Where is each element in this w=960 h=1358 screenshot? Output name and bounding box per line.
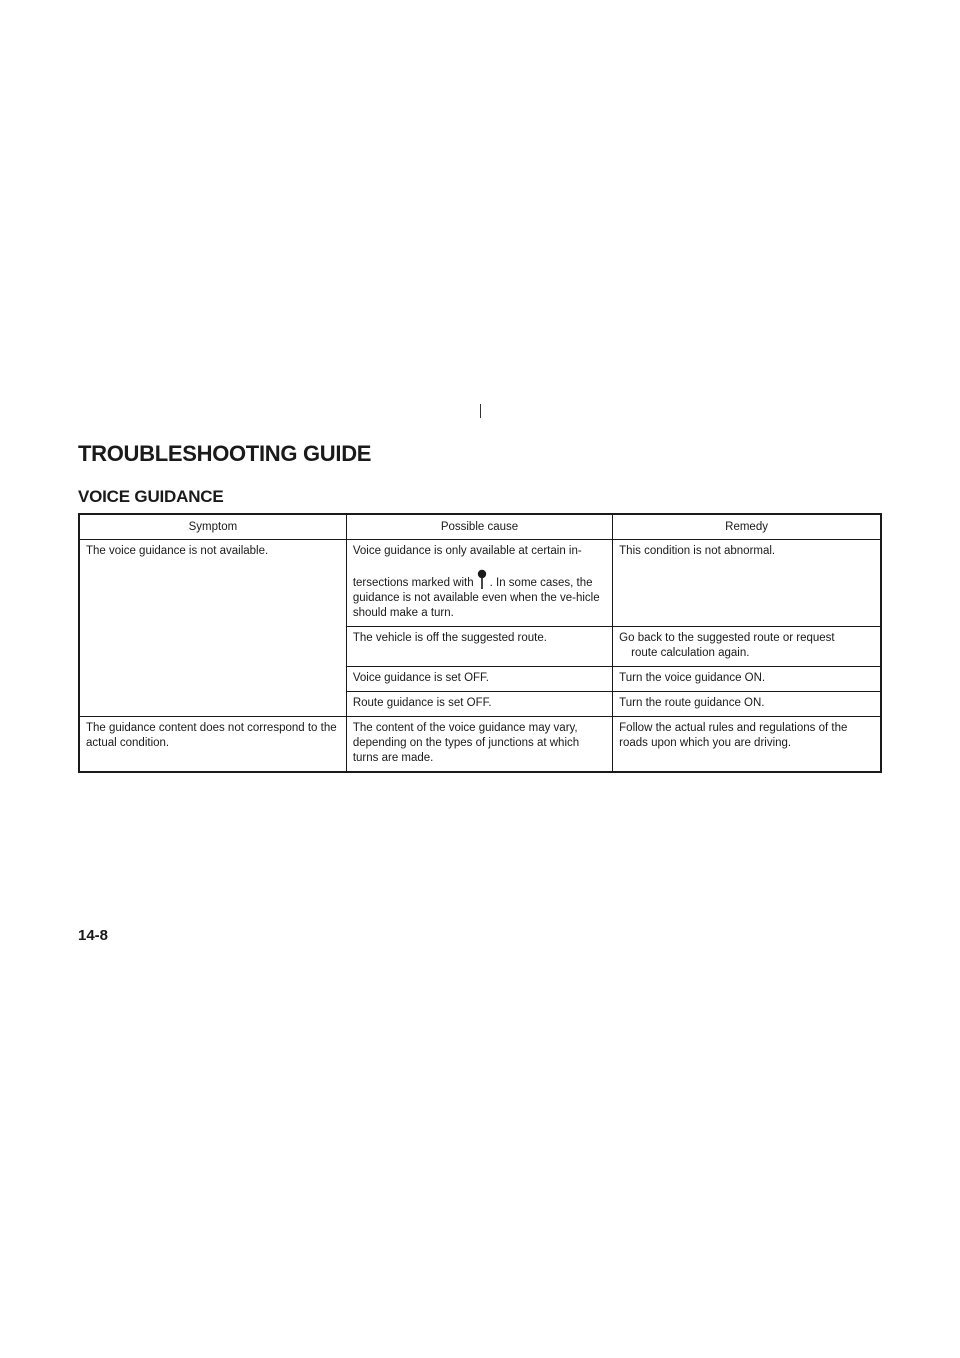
remedy-cell: This condition is not abnormal. bbox=[613, 540, 881, 627]
header-possible-cause: Possible cause bbox=[346, 514, 612, 540]
cause-text: . In some cases, the guidance is not available even when the ve-hicle should make a turn. bbox=[352, 577, 600, 619]
symptom-cell: The voice guidance is not available. bbox=[79, 540, 346, 717]
header-remedy: Remedy bbox=[613, 514, 881, 540]
table-row bbox=[79, 717, 881, 773]
remedy-cell: Follow the actual rules and regulations of the roads upon which you are driving. bbox=[619, 722, 848, 749]
section-title: TROUBLESHOOTING GUIDE bbox=[78, 441, 372, 466]
page-number: 14-8 bbox=[78, 927, 109, 944]
header-symptom: Symptom bbox=[79, 514, 346, 540]
cause-text: Voice guidance is only available at certain in- bbox=[352, 545, 582, 557]
cause-text: tersections marked with bbox=[352, 577, 474, 589]
cause-cell: Voice guidance is set OFF. bbox=[346, 667, 612, 692]
crop-mark bbox=[480, 404, 481, 418]
remedy-text: Go back to the suggested route or request bbox=[619, 632, 835, 644]
cause-cell: Route guidance is set OFF. bbox=[346, 692, 612, 717]
remedy-text: route calculation again. bbox=[631, 647, 750, 659]
cause-cell bbox=[346, 540, 612, 627]
troubleshooting-table bbox=[78, 513, 882, 773]
remedy-cell: Turn the route guidance ON. bbox=[613, 692, 881, 717]
table-row bbox=[79, 540, 881, 627]
guide-point-icon bbox=[476, 569, 488, 589]
subsection-title: VOICE GUIDANCE bbox=[78, 487, 224, 506]
cause-cell: The content of the voice guidance may vary, depending on the types of junctions at which turns are made. bbox=[346, 717, 612, 773]
table-header-row bbox=[79, 514, 881, 540]
cause-cell: The vehicle is off the suggested route. bbox=[346, 627, 612, 667]
remedy-cell bbox=[613, 627, 881, 667]
remedy-cell: Turn the voice guidance ON. bbox=[613, 667, 881, 692]
symptom-cell: The guidance content does not correspond to the actual condition. bbox=[79, 717, 346, 773]
